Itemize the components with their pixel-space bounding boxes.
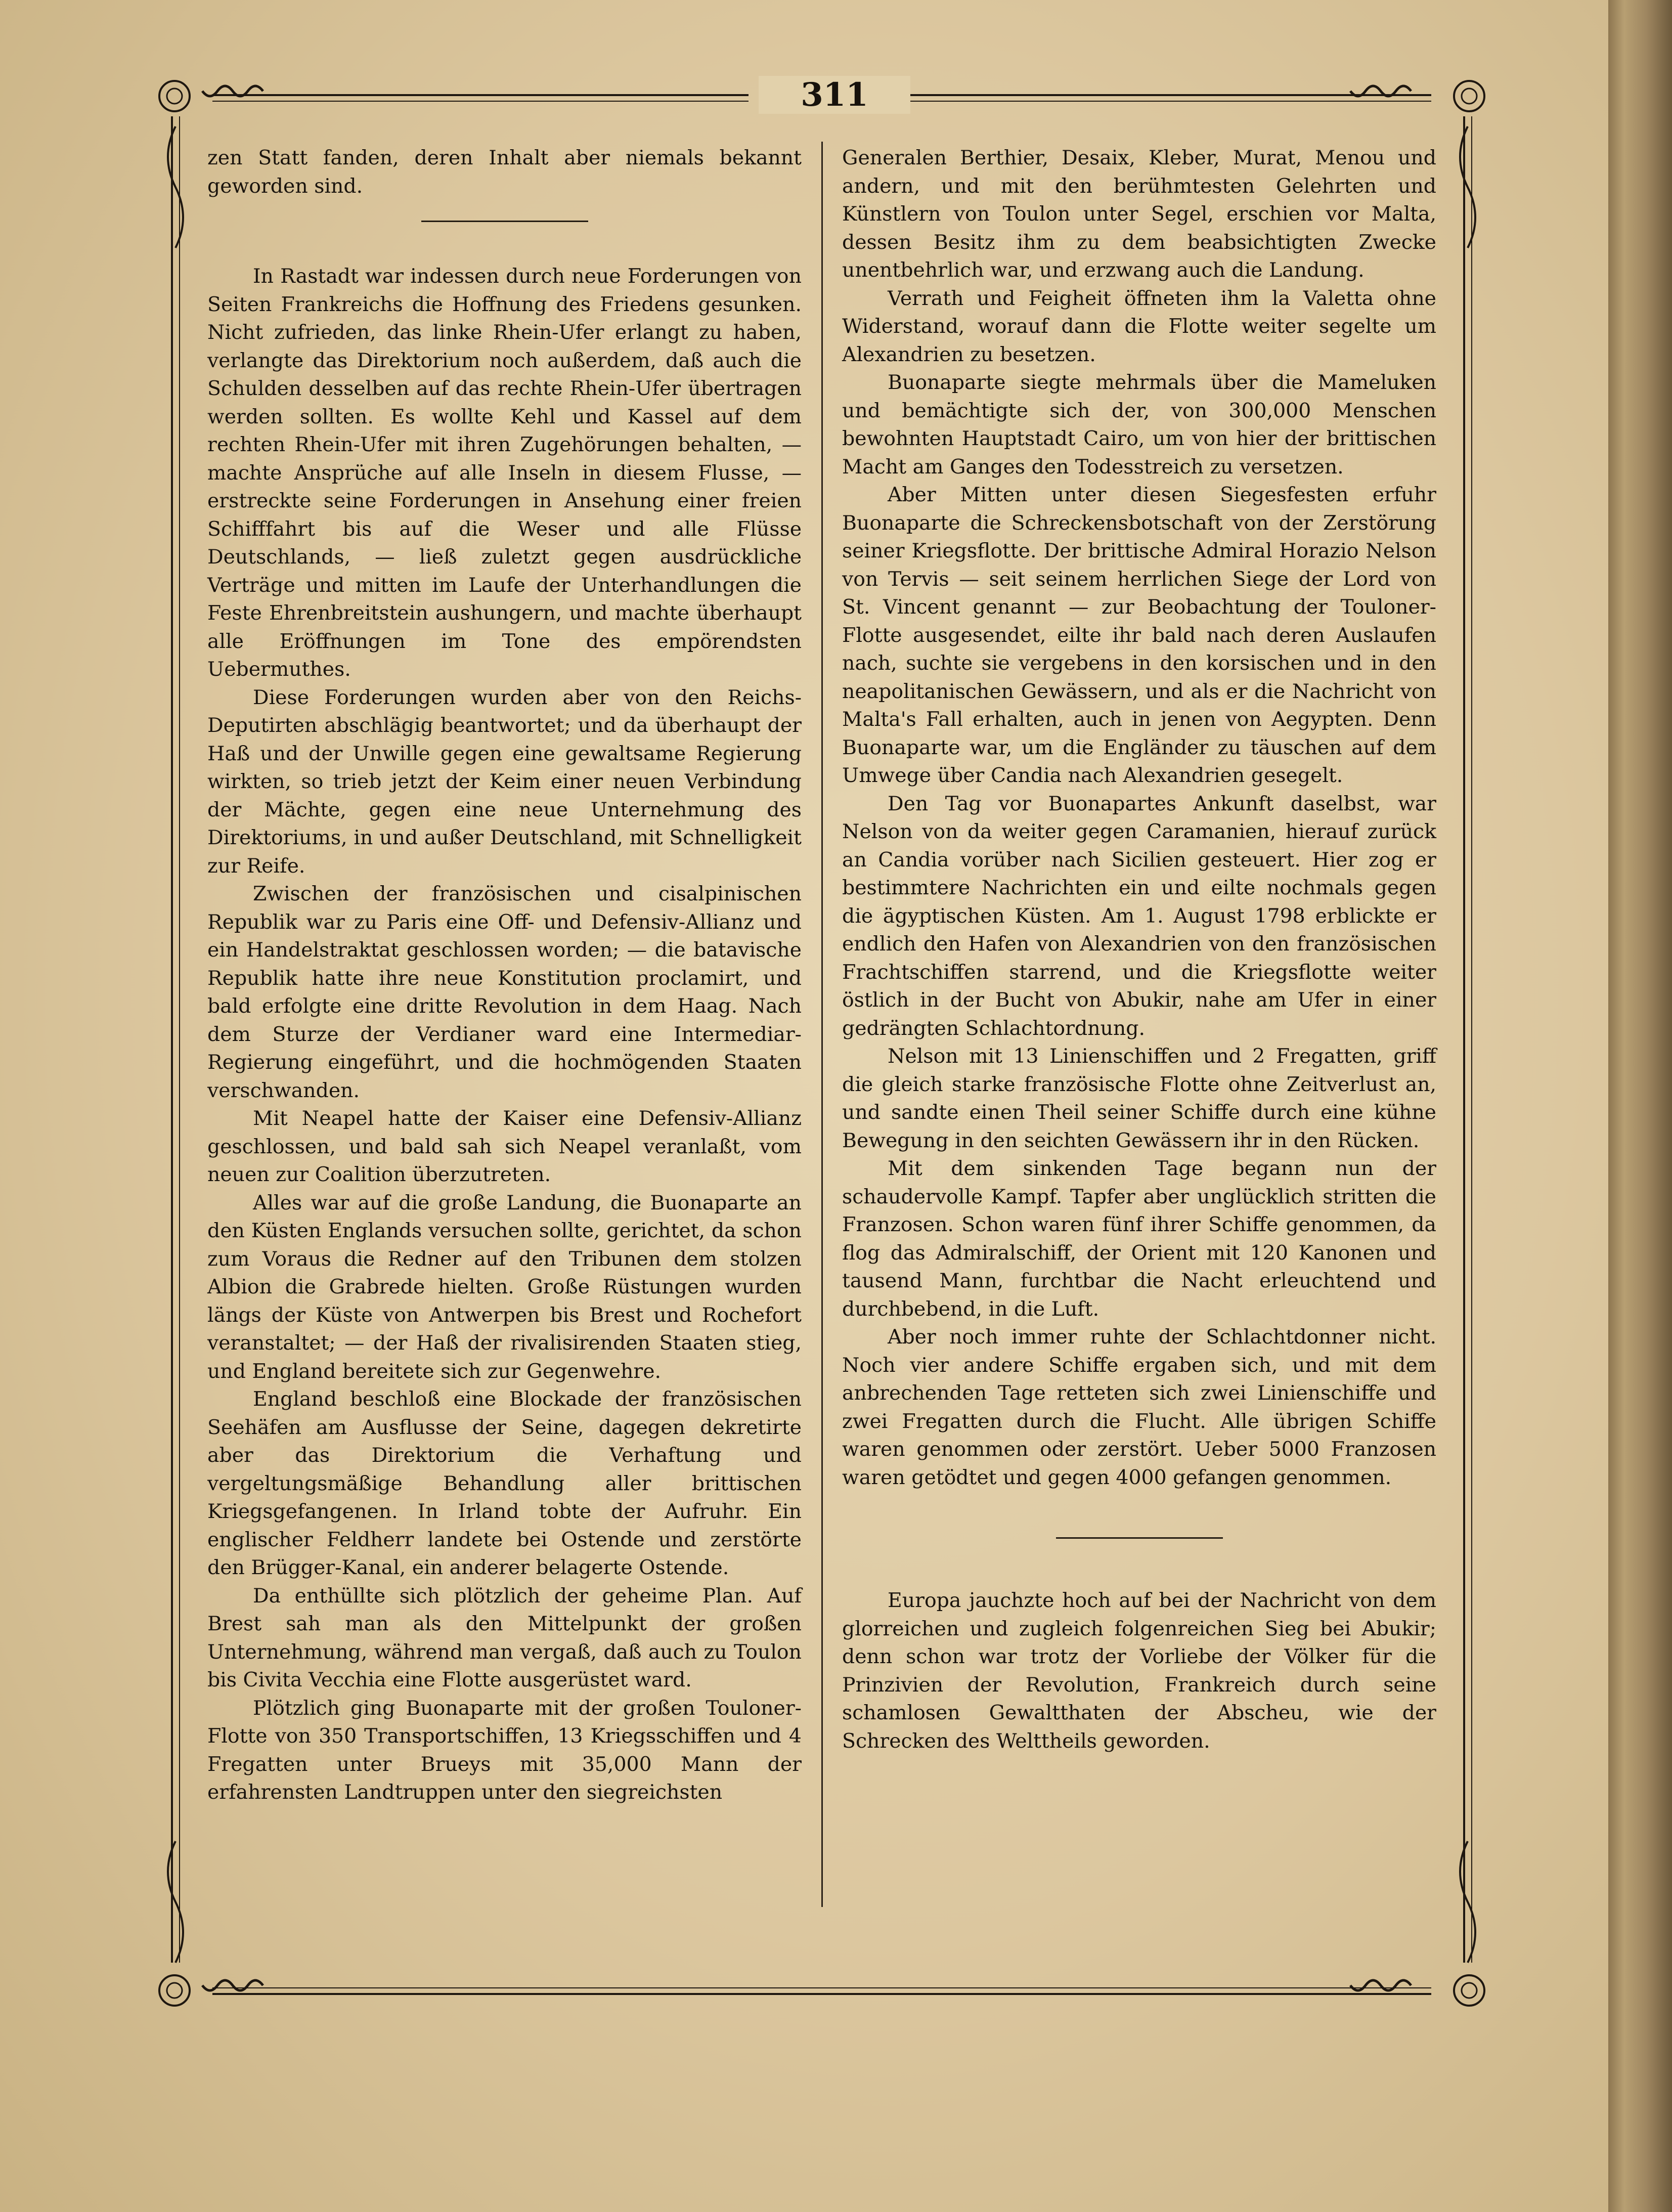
paragraph: Aber noch immer ruhte der Schlachtdonner nicht. Noch vier andere Schiffe ergaben sich, und mit dem anbrechenden Tage retteten sich zwei Linienschiffe und zwei Fregatten durch die Flucht. Alle übrigen Schiffe waren genommen oder zerstört. Ueber 5000 Franzosen waren getödtet und gegen 4000 gefangen genommen.	[842, 1325, 1436, 1489]
paragraph: Aber Mitten unter diesen Siegesfesten erfuhr Buonaparte die Schreckensbotschaft von der Zerstörung seiner Kriegsflotte. Der brittische Admiral Horazio Nelson von Tervis — seit seinem herrlichen Siege der Lord von St. Vincent genannt — zur Beobachtung der Touloner-Flotte ausgesendet, eilte ihr bald nach deren Auslaufen nach, suchte sie vergebens in den korsischen und in den neapolitanischen Gewässern, und als er die Nachricht von Malta's Fall erhalten, auch in jenen von Aegypten. Denn Buonaparte war, um die Engländer zu täuschen auf dem Umwege über Candia nach Alexandrien gesegelt.	[842, 483, 1436, 787]
section-separator	[1056, 1537, 1223, 1539]
page-edge-shadow	[1608, 0, 1672, 2212]
paragraph: In Rastadt war indessen durch neue Forderungen von Seiten Frankreichs die Hoffnung des Friedens gesunken. Nicht zufrieden, das linke Rhein-Ufer erlangt zu haben, verlangte das Direktorium noch außerdem, daß auch die Schulden desselben auf das rechte Rhein-Ufer übertragen werden sollten. Es wollte Kehl und Kassel auf dem rechten Rhein-Ufer mit ihren Zugehörungen behalten, — machte Ansprüche auf alle Inseln in diesem Flusse, — erstreckte seine Forderungen in Ansehung einer freien Schifffahrt bis auf die Weser und alle Flüsse Deutschlands, — ließ zuletzt gegen ausdrückliche Verträge und mitten im Laufe der Unterhandlungen die Feste Ehrenbreitstein aushungern, und machte überhaupt alle Eröffnungen im Tone des empörendsten Uebermuthes.	[207, 265, 802, 681]
page-number: 311	[759, 76, 910, 114]
paragraph: Diese Forderungen wurden aber von den Reichs-Deputirten abschlägig beantwortet; und da überhaupt der Haß und der Unwille gegen eine gewaltsame Regierung wirkten, so trieb jetzt der Keim einer neuen Verbindung der Mächte, gegen eine neue Unternehmung des Direktoriums, in und außer Deutschland, mit Schnelligkeit zur Reife.	[207, 685, 802, 878]
paragraph: Den Tag vor Buonapartes Ankunft daselbst, war Nelson von da weiter gegen Caramanien, hierauf zurück an Candia vorüber nach Sicilien gesteuert. Hier zog er bestimmtere Nachrichten ein und eilte nochmals gegen die ägyptischen Küsten. Am 1. August 1798 erblickte er endlich den Hafen von Alexandrien von den französischen Frachtschiffen starrend, und die Kriegsflotte weiter östlich in der Bucht von Abukir, nahe am Ufer in einer gedrängten Schlachtordnung.	[842, 792, 1436, 1040]
paragraph: Generalen Berthier, Desaix, Kleber, Murat, Menou und andern, und mit den berühmtesten Gelehrten und Künstlern von Toulon unter Segel, erschien vor Malta, dessen Besitz ihm zu dem beabsichtigten Zwecke unentbehrlich war, und erzwang auch die Landung.	[842, 146, 1436, 282]
paragraph: Verrath und Feigheit öffneten ihm la Valetta ohne Widerstand, worauf dann die Flotte weiter segelte um Alexandrien zu besetzen.	[842, 286, 1436, 366]
paragraph: Da enthüllte sich plötzlich der geheime Plan. Auf Brest sah man als den Mittelpunkt der großen Unternehmung, während man vergaß, daß auch zu Toulon bis Civita Vecchia eine Flotte ausgerüstet ward.	[207, 1584, 802, 1691]
paragraph: zen Statt fanden, deren Inhalt aber niemals bekannt geworden sind.	[207, 146, 802, 198]
right-column	[842, 144, 1436, 1755]
column-divider	[821, 142, 823, 1907]
paragraph: England beschloß eine Blockade der französischen Seehäfen am Ausflusse der Seine, dagegen dekretirte aber das Direktorium die Verhaftung und vergeltungsmäßige Behandlung aller brittischen Kriegsgefangenen. In Irland tobte der Aufruhr. Ein englischer Feldherr landete bei Ostende und zerstörte den Brügger-Kanal, ein anderer belagerte Ostende.	[207, 1387, 802, 1579]
paragraph: Alles war auf die große Landung, die Buonaparte an den Küsten Englands versuchen sollte, gerichtet, da schon zum Voraus die Redner auf den Tribunen dem stolzen Albion die Grabrede hielten. Große Rüstungen wurden längs der Küste von Antwerpen bis Brest und Rochefort veranstaltet; — der Haß der rivalisirenden Staaten stieg, und England bereitete sich zur Gegenwehre.	[207, 1191, 802, 1383]
paragraph: Mit Neapel hatte der Kaiser eine Defensiv-Allianz geschlossen, und bald sah sich Neapel veranlaßt, vom neuen zur Coalition überzutreten.	[207, 1107, 802, 1186]
paragraph: Mit dem sinkenden Tage begann nun der schaudervolle Kampf. Tapfer aber unglücklich stritten die Franzosen. Schon waren fünf ihrer Schiffe genommen, da flog das Admiralschiff, der Orient mit 120 Kanonen und tausend Mann, furchtbar die Nacht erleuchtend und durchbebend, in die Luft.	[842, 1157, 1436, 1321]
left-column	[207, 144, 802, 1807]
section-separator	[421, 221, 588, 222]
paragraph: Plötzlich ging Buonaparte mit der großen Touloner-Flotte von 350 Transportschiffen, 13 Kriegsschiffen und 4 Fregatten unter Brueys mit 35,000 Mann der erfahrensten Landtruppen unter den siegreichsten	[207, 1696, 802, 1804]
paragraph: Buonaparte siegte mehrmals über die Mameluken und bemächtigte sich der, von 300,000 Menschen bewohnten Hauptstadt Cairo, um von hier der brittischen Macht am Ganges den Todesstreich zu versetzen.	[842, 371, 1436, 479]
paragraph: Zwischen der französischen und cisalpinischen Republik war zu Paris eine Off- und Defensiv-Allianz und ein Handelstraktat geschlossen worden; — die batavische Republik hatte ihre neue Konstitution proclamirt, und bald erfolgte eine dritte Revolution in dem Haag. Nach dem Sturze der Verdianer ward eine Intermediar-Regierung eingeführt, und die hochmögenden Staaten verschwanden.	[207, 882, 802, 1102]
paragraph: Nelson mit 13 Linienschiffen und 2 Fregatten, griff die gleich starke französische Flotte ohne Zeitverlust an, und sandte einen Theil seiner Schiffe durch eine kühne Bewegung in den seichten Gewässern ihr in den Rücken.	[842, 1045, 1436, 1152]
paragraph: Europa jauchzte hoch auf bei der Nachricht von dem glorreichen und zugleich folgenreichen Sieg bei Abukir; denn schon war trotz der Vorliebe der Völker für die Prinzivien der Revolution, Frankreich durch seine schamlosen Gewaltthaten der Abscheu, wie der Schrecken des Welttheils geworden.	[842, 1589, 1436, 1753]
